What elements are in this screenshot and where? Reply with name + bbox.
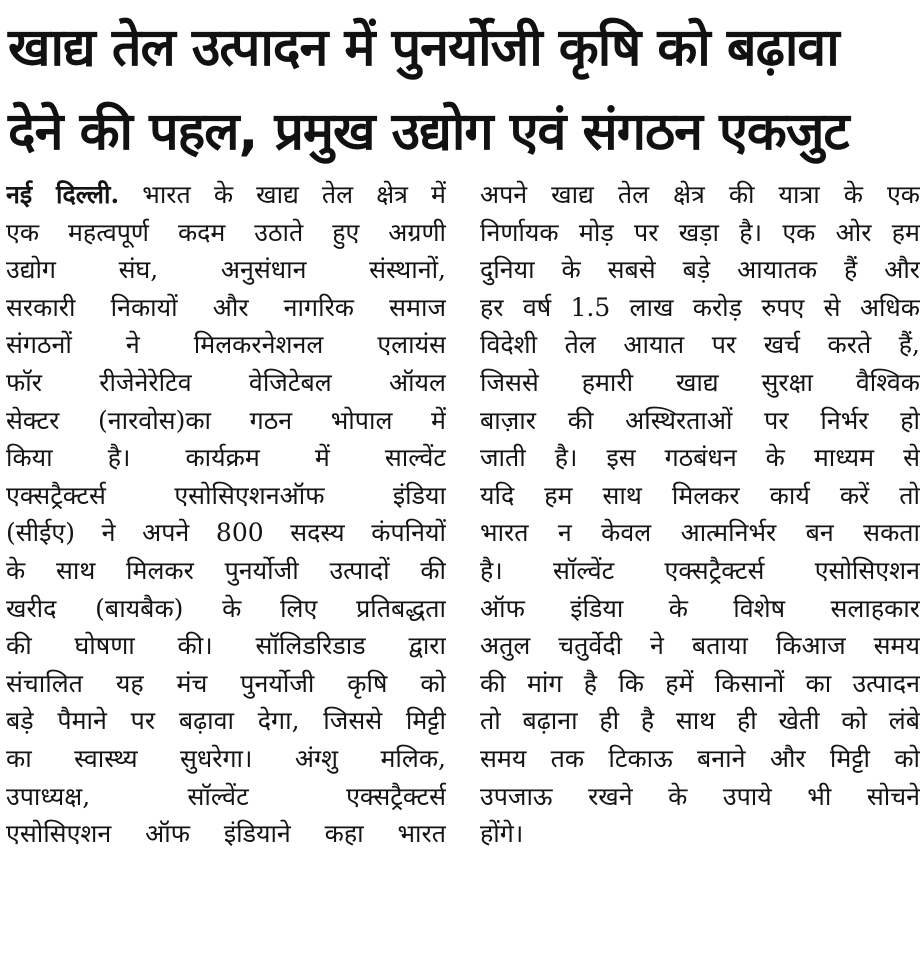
article-line: यदि हम साथ मिलकर कार्य करें तो [480, 480, 920, 510]
article-line: उद्योग संघ, अनुसंधान संस्थानों, [6, 255, 446, 285]
article-line: हर वर्ष 1.5 लाख करोड़ रुपए से अधिक [480, 292, 920, 322]
article-line: ऑफ इंडिया के विशेष सलाहकार [480, 593, 920, 623]
article-line: भारत न केवल आत्मनिर्भर बन सकता [480, 518, 920, 548]
article-line: एक्सट्रैक्टर्स एसोसिएशनऑफ इंडिया [6, 480, 446, 510]
article-line: संगठनों ने मिलकरनेशनल एलायंस [6, 330, 446, 360]
article-line: फॉर रीजेनेरेटिव वेजिटेबल ऑयल [6, 367, 446, 397]
article-line: होंगे। [480, 819, 524, 849]
dateline: नई दिल्ली. [6, 180, 120, 209]
article-line: विदेशी तेल आयात पर खर्च करते हैं, [480, 330, 920, 360]
article-line: अतुल चतुर्वेदी ने बताया किआज समय [480, 631, 920, 661]
article-line: समय तक टिकाऊ बनाने और मिट्टी को [480, 743, 920, 773]
article-line: अपने खाद्य तेल क्षेत्र की यात्रा के एक [480, 180, 920, 209]
article-line: की घोषणा की। सॉलिडरिडाड द्वारा [6, 631, 446, 661]
article-line: जिससे हमारी खाद्य सुरक्षा वैश्विक [480, 367, 920, 397]
article-line: की मांग है कि हमें किसानों का उत्पादन [480, 668, 920, 698]
article-line: निर्णायक मोड़ पर खड़ा है। एक ओर हम [480, 217, 920, 247]
article-line: उपाध्यक्ष, सॉल्वेंट एक्सट्रैक्टर्स [6, 781, 446, 811]
article-line: है। सॉल्वेंट एक्सट्रैक्टर्स एसोसिएशन [480, 555, 920, 585]
article-column-left [6, 176, 446, 853]
article-line: तो बढ़ाना ही है साथ ही खेती को लंबे [480, 706, 920, 736]
article-line: उपजाऊ रखने के उपाये भी सोचने [480, 781, 920, 811]
article-line: के साथ मिलकर पुनर्योजी उत्पादों की [6, 555, 446, 585]
headline-line-1: खाद्य तेल उत्पादन में पुनर्योजी कृषि को बढ़ावा [8, 18, 839, 78]
article-line: का स्वास्थ्य सुधरेगा। अंग्शु मलिक, [6, 743, 446, 773]
article-line: (सीईए) ने अपने 800 सदस्य कंपनियों [6, 518, 446, 548]
article-line: बाज़ार की अस्थिरताओं पर निर्भर हो [480, 405, 920, 435]
article-line: सरकारी निकायों और नागरिक समाज [6, 292, 446, 322]
article-column-right [480, 176, 920, 853]
article-line: संचालित यह मंच पुनर्योजी कृषि को [6, 668, 446, 698]
article-line: किया है। कार्यक्रम में साल्वेंट [6, 443, 446, 473]
headline-line-2: देने की पहल, प्रमुख उद्योग एवं संगठन एकजुट [8, 102, 849, 162]
article-line: दुनिया के सबसे बड़े आयातक हैं और [480, 255, 920, 285]
article-line: एक महत्वपूर्ण कदम उठाते हुए अग्रणी [6, 217, 446, 247]
article-line: सेक्टर (नारवोस)का गठन भोपाल में [6, 405, 446, 435]
article-line: नई दिल्ली. भारत के खाद्य तेल क्षेत्र में [6, 180, 446, 209]
article-line: जाती है। इस गठबंधन के माध्यम से [480, 443, 920, 473]
article-line: खरीद (बायबैक) के लिए प्रतिबद्धता [6, 593, 446, 623]
headline [8, 6, 918, 174]
article-line: बड़े पैमाने पर बढ़ावा देगा, जिससे मिट्टी [6, 706, 446, 736]
article-line: एसोसिएशन ऑफ इंडियाने कहा भारत [6, 819, 446, 849]
